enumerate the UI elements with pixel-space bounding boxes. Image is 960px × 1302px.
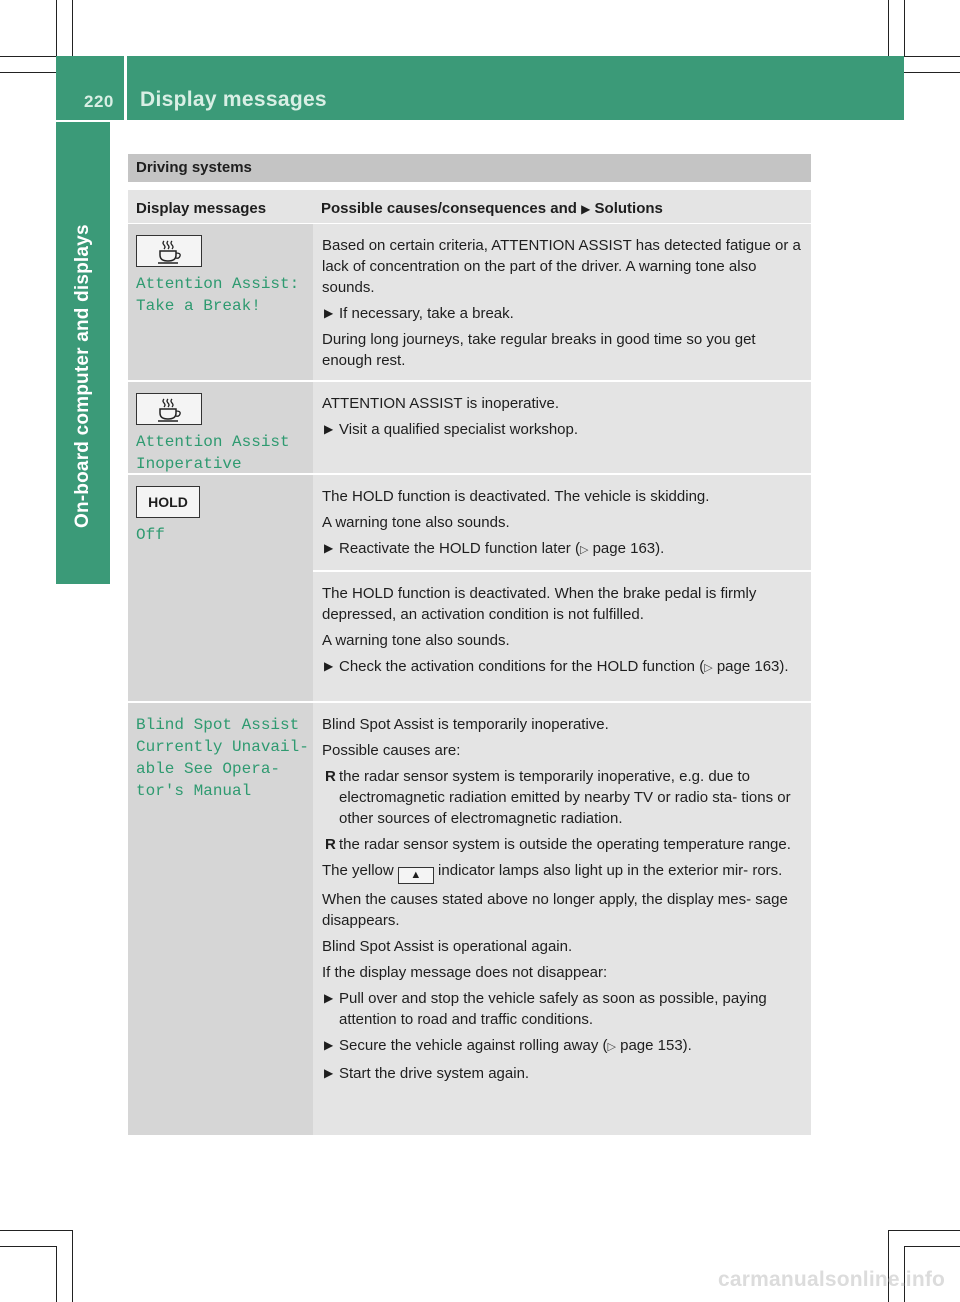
page-reference: page 153).	[615, 1037, 692, 1054]
crop-mark	[904, 0, 905, 56]
causes-block	[313, 703, 811, 1096]
page-reference: page 163).	[712, 658, 789, 675]
table-header-row	[128, 190, 811, 224]
page-reference-icon: ▷	[579, 544, 589, 556]
paragraph: Possible causes are:	[322, 742, 461, 759]
crop-mark	[0, 1246, 56, 1247]
action-arrow-icon: ▶	[581, 202, 591, 216]
action-text: Check the activation conditions for the HOLD function (	[339, 658, 705, 675]
causes-block	[313, 475, 811, 570]
column-header-solutions-label: Solutions	[594, 200, 663, 217]
paragraph-text: indicator lamps also light up in the exterior mir‐ rors.	[438, 862, 783, 879]
crop-mark	[888, 1230, 960, 1231]
action-arrow-icon: ▶	[324, 422, 334, 436]
display-messages-table	[128, 190, 811, 1137]
paragraph: If the display message does not disappear:	[322, 964, 608, 981]
action-arrow-icon: ▶	[324, 541, 334, 555]
section-title: Driving systems	[128, 154, 811, 182]
message-cell	[128, 475, 313, 701]
blind-spot-indicator-icon: ▲	[398, 867, 434, 884]
crop-mark	[56, 1246, 57, 1302]
paragraph: A warning tone also sounds.	[322, 632, 510, 649]
chapter-tab-label: On-board computer and displays	[72, 224, 93, 528]
action-arrow-icon: ▶	[324, 306, 334, 320]
bullet-item	[322, 834, 803, 855]
paragraph: Blind Spot Assist is temporarily inoperative.	[322, 716, 609, 733]
hold-indicator-icon: HOLD	[136, 486, 200, 518]
paragraph: ATTENTION ASSIST is inoperative.	[322, 395, 560, 412]
action-step	[322, 656, 803, 679]
paragraph: Blind Spot Assist is operational again.	[322, 938, 573, 955]
column-header-causes-label: Possible causes/consequences and	[321, 200, 577, 217]
crop-mark	[56, 0, 57, 56]
message-cell	[128, 703, 313, 1135]
table-row	[128, 475, 811, 703]
paragraph: The HOLD function is deactivated. When the brake pedal is firmly depressed, an activation condition is not fulfilled.	[322, 585, 757, 623]
action-step	[322, 1035, 803, 1058]
crop-mark	[72, 1230, 73, 1302]
causes-block	[313, 382, 811, 452]
action-text: Pull over and stop the vehicle safely as soon as possible, paying attention to road and traffic conditions.	[339, 990, 767, 1028]
action-arrow-icon: ▶	[324, 1066, 334, 1080]
display-message-text: Off	[136, 526, 165, 544]
column-header-causes	[313, 190, 811, 223]
page-reference-icon: ▷	[704, 662, 713, 674]
table-row	[128, 382, 811, 475]
display-message-text: Blind Spot Assist Currently Unavail‐ able See Opera‐ tor's Manual	[136, 716, 309, 800]
page-reference: page 163).	[588, 540, 665, 557]
crop-mark	[0, 1230, 72, 1231]
causes-cell	[313, 382, 811, 473]
action-text: If necessary, take a break.	[339, 305, 514, 322]
action-step	[322, 419, 803, 440]
action-arrow-icon: ▶	[324, 1038, 334, 1052]
action-text: Visit a qualified specialist workshop.	[339, 421, 579, 438]
causes-cell	[313, 224, 811, 380]
paragraph: Based on certain criteria, ATTENTION ASSIST has detected fatigue or a lack of concentration on the part of the driver. A warning tone also sounds.	[322, 237, 801, 296]
paragraph-text: The yellow	[322, 862, 394, 879]
coffee-cup-icon	[136, 393, 202, 425]
header-divider	[124, 56, 127, 122]
paragraph: When the causes stated above no longer apply, the display mes‐ sage disappears.	[322, 891, 788, 929]
action-text: Reactivate the HOLD function later (	[339, 540, 580, 557]
action-text: Start the drive system again.	[339, 1065, 530, 1082]
paragraph: A warning tone also sounds.	[322, 514, 510, 531]
causes-cell	[313, 703, 811, 1135]
action-arrow-icon: ▶	[324, 991, 334, 1005]
bullet-icon: R	[325, 836, 336, 853]
action-step	[322, 303, 803, 324]
action-step	[322, 1063, 803, 1084]
crop-mark	[904, 56, 960, 57]
column-header-messages: Display messages	[136, 200, 267, 217]
watermark: carmanualsonline.info	[718, 1268, 946, 1291]
paragraph	[322, 860, 803, 884]
action-step	[322, 988, 803, 1030]
table-row	[128, 224, 811, 382]
message-cell	[128, 382, 313, 473]
display-message-text: Attention Assist: Take a Break!	[136, 275, 300, 315]
display-message-text: Attention Assist Inoperative	[136, 433, 290, 473]
crop-mark	[0, 56, 56, 57]
coffee-cup-icon	[136, 235, 202, 267]
page-number: 220	[84, 92, 114, 111]
bullet-item	[322, 766, 803, 829]
bullet-text: the radar sensor system is outside the operating temperature range.	[339, 836, 791, 853]
page-reference-icon: ▷	[607, 1041, 616, 1053]
paragraph: The HOLD function is deactivated. The vehicle is skidding.	[322, 488, 710, 505]
message-cell	[128, 224, 313, 380]
causes-block	[313, 570, 811, 691]
bullet-text: the radar sensor system is temporarily inoperative, e.g. due to electromagnetic radiation emitted by nearby TV or radio sta‐ tions or other sources of electromagnetic radiation.	[339, 768, 791, 827]
action-arrow-icon: ▶	[324, 659, 334, 673]
table-row	[128, 703, 811, 1137]
paragraph: During long journeys, take regular breaks in good time so you get enough rest.	[322, 331, 756, 369]
crop-mark	[904, 1246, 960, 1247]
page-title: Display messages	[140, 88, 327, 111]
action-text: Secure the vehicle against rolling away (	[339, 1037, 608, 1054]
causes-block	[313, 224, 811, 383]
causes-cell	[313, 475, 811, 701]
action-step	[322, 538, 803, 561]
bullet-icon: R	[325, 768, 336, 785]
